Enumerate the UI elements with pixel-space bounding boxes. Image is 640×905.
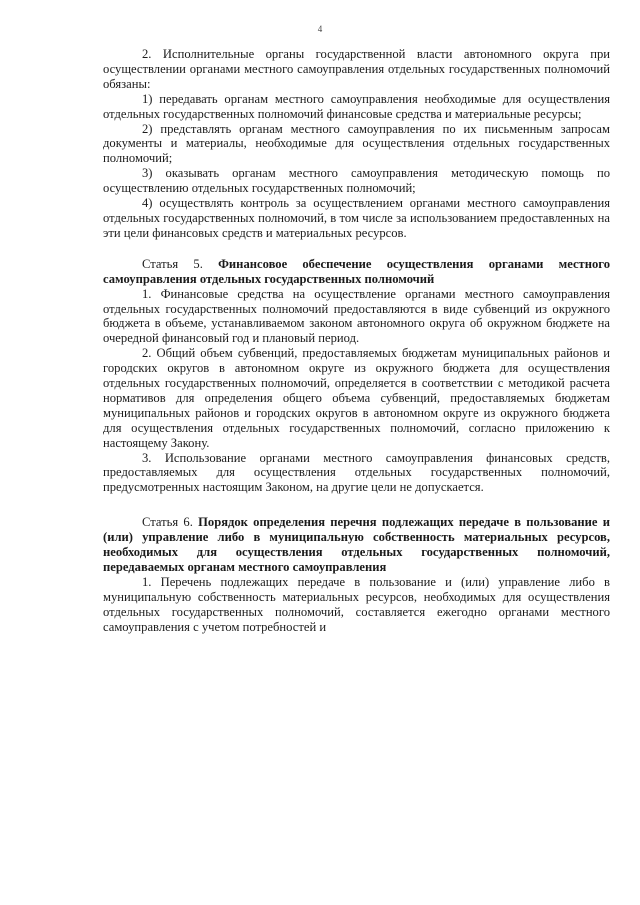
article4-item-4: 4) осуществлять контроль за осуществлением органами местного самоуправления отдельных государственных полномочий, в том числе за использованием предоставленных на эти цели финансовых средств и материальных ресурсов.: [103, 196, 610, 240]
article5-heading: [103, 257, 610, 287]
article4-paragraph-2: 2. Исполнительные органы государственной власти автономного округа при осуществлении органами местного самоуправления отдельных государственных полномочий обязаны:: [103, 47, 610, 91]
document-body: [103, 47, 610, 635]
article4-item-3: 3) оказывать органам местного самоуправления методическую помощь по осуществлению отдельных государственных полномочий;: [103, 166, 610, 196]
article5-title: Финансовое обеспечение осуществления органами местного самоуправления отдельных государственных полномочий: [103, 256, 610, 286]
article5-paragraph-1: 1. Финансовые средства на осуществление органами местного самоуправления отдельных государственных полномочий предоставляются в виде субвенций из окружного бюджета в объеме, устанавливаемом законом автономного округа об окружном бюджете на очередной финансовый год и плановый период.: [103, 286, 610, 346]
article6-paragraph-1: 1. Перечень подлежащих передаче в пользование и (или) управление либо в муниципальную собственность материальных ресурсов, необходимых для осуществления отдельных государственных полномочий, составляется ежегодно органами местного самоуправления с учетом потребностей и: [103, 574, 610, 634]
article6-title: Порядок определения перечня подлежащих передаче в пользование и (или) управление либо в муниципальную собственность материальных ресурсов, необходимых для осуществления отдельных государственных полномочий, передаваемых органам местного самоуправления: [103, 515, 610, 574]
article6-label: Статья 6.: [142, 515, 193, 530]
article4-item-1: 1) передавать органам местного самоуправления необходимые для осуществления отдельных государственных полномочий финансовые средства и материальные ресурсы;: [103, 91, 610, 121]
article5-label: Статья 5.: [142, 256, 203, 271]
article4-item-2: 2) представлять органам местного самоуправления по их письменным запросам документы и материалы, необходимые для осуществления отдельных государственных полномочий;: [103, 121, 610, 166]
page-number: 4: [317, 24, 323, 34]
article5-paragraph-3: 3. Использование органами местного самоуправления финансовых средств, предоставляемых для осуществления отдельных государственных полномочий, предусмотренных настоящим Законом, на другие цели не допускается.: [103, 450, 610, 495]
article6-heading: [103, 515, 610, 575]
article5-paragraph-2: 2. Общий объем субвенций, предоставляемых бюджетам муниципальных районов и городских округов в автономном округе из окружного бюджета для осуществления отдельных государственных полномочий, определяется в соответствии с методикой расчета нормативов для определения общего объема субвенций, предоставляемых бюджетам муниципальных районов и городских округов в автономном округе из окружного бюджета для осуществления отдельных государственных полномочий, согласно приложению к настоящему Закону.: [103, 346, 610, 450]
